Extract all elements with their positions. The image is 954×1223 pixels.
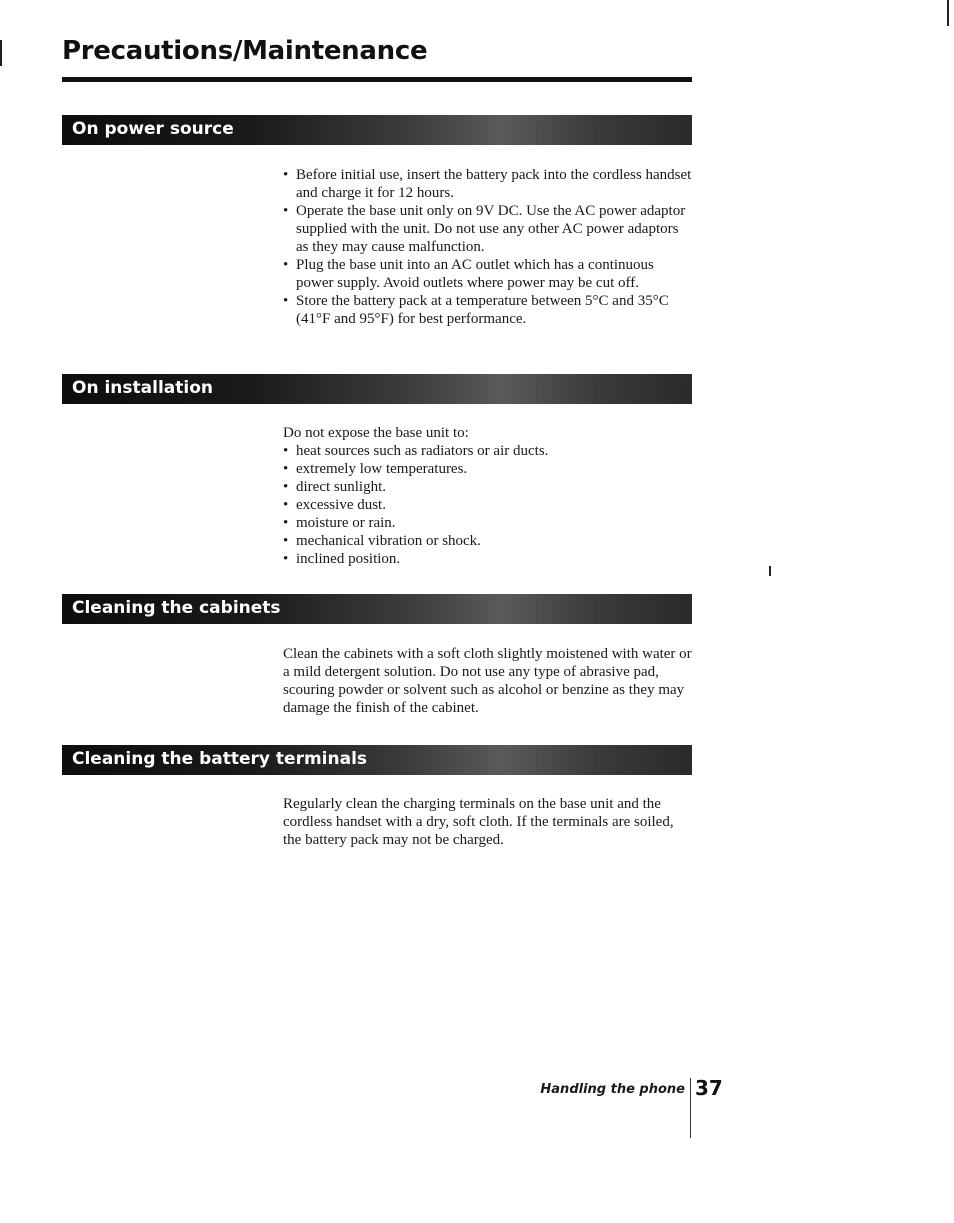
section-heading-label: Cleaning the cabinets — [72, 598, 281, 618]
section-heading-cleaning-cabinets — [62, 594, 692, 624]
list-item: • extremely low temperatures. — [283, 460, 693, 478]
power-source-content — [283, 166, 693, 328]
list-item: • mechanical vibration or shock. — [283, 532, 693, 550]
section-heading-battery-terminals — [62, 745, 692, 775]
list-item: • moisture or rain. — [283, 514, 693, 532]
scan-mark-right — [947, 0, 949, 26]
section-heading-label: On power source — [72, 119, 234, 139]
list-item: • Before initial use, insert the battery pack into the cordless handset and charge it for 12 hours. — [283, 166, 693, 202]
installation-list — [283, 442, 693, 568]
footer-section-label: Handling the phone — [540, 1082, 685, 1097]
list-item: • direct sunlight. — [283, 478, 693, 496]
list-item: • Plug the base unit into an AC outlet which has a continuous power supply. Avoid outlets where power may be cut off. — [283, 256, 693, 292]
list-item: • excessive dust. — [283, 496, 693, 514]
cleaning-cabinets-paragraph: Clean the cabinets with a soft cloth slightly moistened with water or a mild detergent solution. Do not use any type of abrasive pad, scouring powder or solvent such as alcohol or benzine as they may damage the finish of the cabinet. — [283, 646, 692, 716]
list-item: • Store the battery pack at a temperature between 5°C and 35°C (41°F and 95°F) for best performance. — [283, 292, 693, 328]
scan-mark-margin — [769, 566, 771, 576]
power-source-list — [283, 166, 693, 328]
footer-divider — [690, 1078, 691, 1138]
list-item: • heat sources such as radiators or air ducts. — [283, 442, 693, 460]
battery-terminals-paragraph: Regularly clean the charging terminals on the base unit and the cordless handset with a dry, soft cloth. If the terminals are soiled, the battery pack may not be charged. — [283, 796, 674, 848]
page-number: 37 — [695, 1076, 723, 1100]
section-heading-power-source — [62, 115, 692, 145]
section-heading-installation — [62, 374, 692, 404]
installation-content — [283, 424, 693, 568]
scan-mark-left — [0, 40, 2, 66]
page-title: Precautions/Maintenance — [62, 36, 428, 66]
section-heading-label: Cleaning the battery terminals — [72, 749, 368, 769]
list-item: • Operate the base unit only on 9V DC. Use the AC power adaptor supplied with the unit. Do not use any other AC power adaptors as they may cause malfunction. — [283, 202, 693, 256]
title-rule — [62, 77, 692, 82]
installation-intro: Do not expose the base unit to: — [283, 425, 469, 441]
section-heading-label: On installation — [72, 378, 213, 398]
list-item: • inclined position. — [283, 550, 693, 568]
